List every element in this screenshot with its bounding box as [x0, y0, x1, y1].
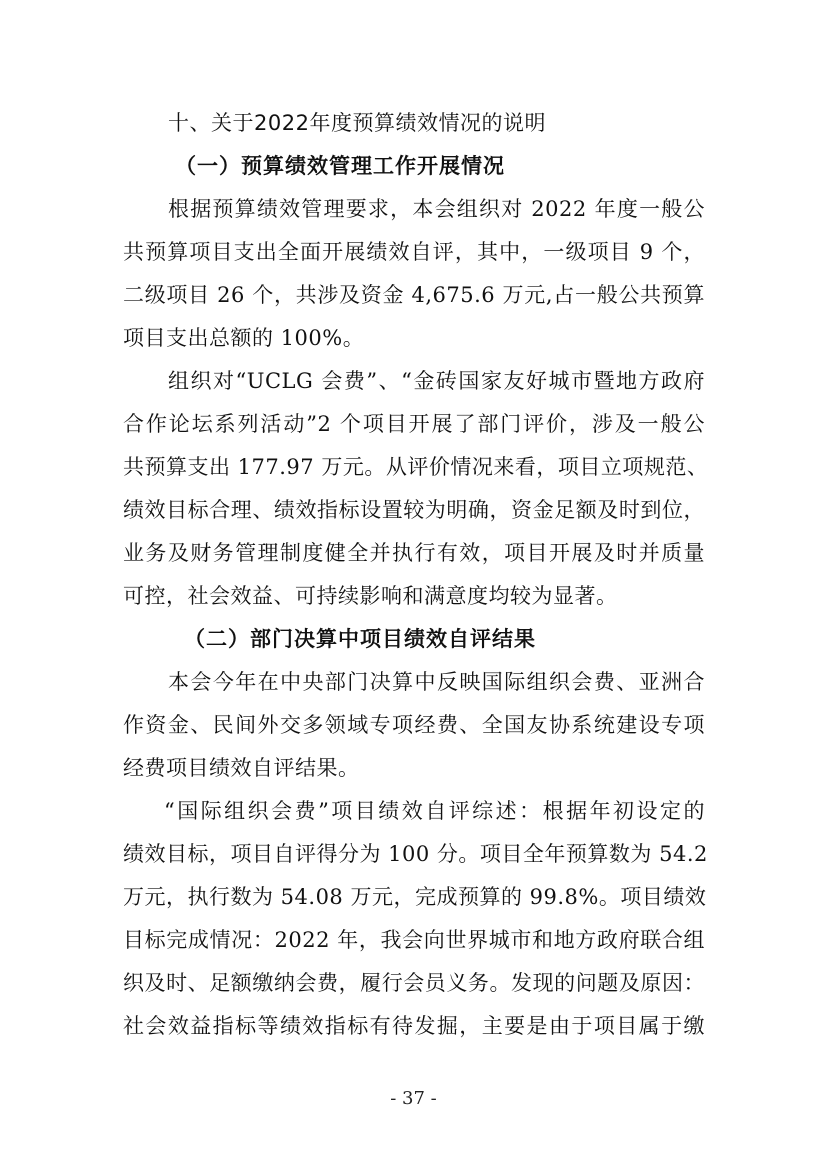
paragraph-line: 业务及财务管理制度健全并执行有效，项目开展及时并质量: [123, 541, 705, 565]
paragraph-line: 绩效目标，项目自评得分为 100 分。项目全年预算数为 54.2: [123, 842, 708, 866]
paragraph-line: “国际组织会费”项目绩效自评综述：根据年初设定的: [164, 799, 705, 823]
paragraph-line: 本会今年在中央部门决算中反映国际组织会费、亚洲合: [168, 670, 705, 694]
paragraph-line: 项目支出总额的 100%。: [123, 326, 365, 350]
paragraph-line: 共预算支出 177.97 万元。从评价情况来看，项目立项规范、: [123, 455, 709, 479]
paragraph-line: 可控，社会效益、可持续影响和满意度均较为显著。: [123, 584, 618, 608]
section-title: 十、关于2022年度预算绩效情况的说明: [168, 111, 546, 135]
paragraph-line: 根据预算绩效管理要求，本会组织对 2022 年度一般公: [168, 197, 705, 221]
subsection-1-title: （一）预算绩效管理工作开展情况: [175, 153, 505, 178]
subsection-2-title: （二）部门决算中项目绩效自评结果: [184, 626, 536, 651]
paragraph-line: 共预算项目支出全面开展绩效自评，其中，一级项目 9 个，: [123, 240, 705, 264]
paragraph-line: 作资金、民间外交多领域专项经费、全国友协系统建设专项: [123, 713, 705, 737]
page-number: - 37 -: [390, 1088, 437, 1109]
paragraph-line: 万元，执行数为 54.08 万元，完成预算的 99.8%。项目绩效: [123, 885, 707, 909]
paragraph-line: 二级项目 26 个，共涉及资金 4,675.6 万元,占一般公共预算: [123, 283, 705, 307]
paragraph-line: 组织对“UCLG 会费”、“金砖国家友好城市暨地方政府: [168, 369, 705, 393]
paragraph-line: 目标完成情况：2022 年，我会向世界城市和地方政府联合组: [123, 928, 705, 952]
paragraph-line: 经费项目绩效自评结果。: [123, 756, 360, 780]
paragraph-line: 织及时、足额缴纳会费，履行会员义务。发现的问题及原因：: [123, 971, 705, 995]
paragraph-line: 绩效目标合理、绩效指标设置较为明确，资金足额及时到位，: [123, 498, 705, 522]
paragraph-line: 合作论坛系列活动”2 个项目开展了部门评价，涉及一般公: [123, 412, 705, 436]
paragraph-line: 社会效益指标等绩效指标有待发掘，主要是由于项目属于缴: [123, 1014, 705, 1038]
